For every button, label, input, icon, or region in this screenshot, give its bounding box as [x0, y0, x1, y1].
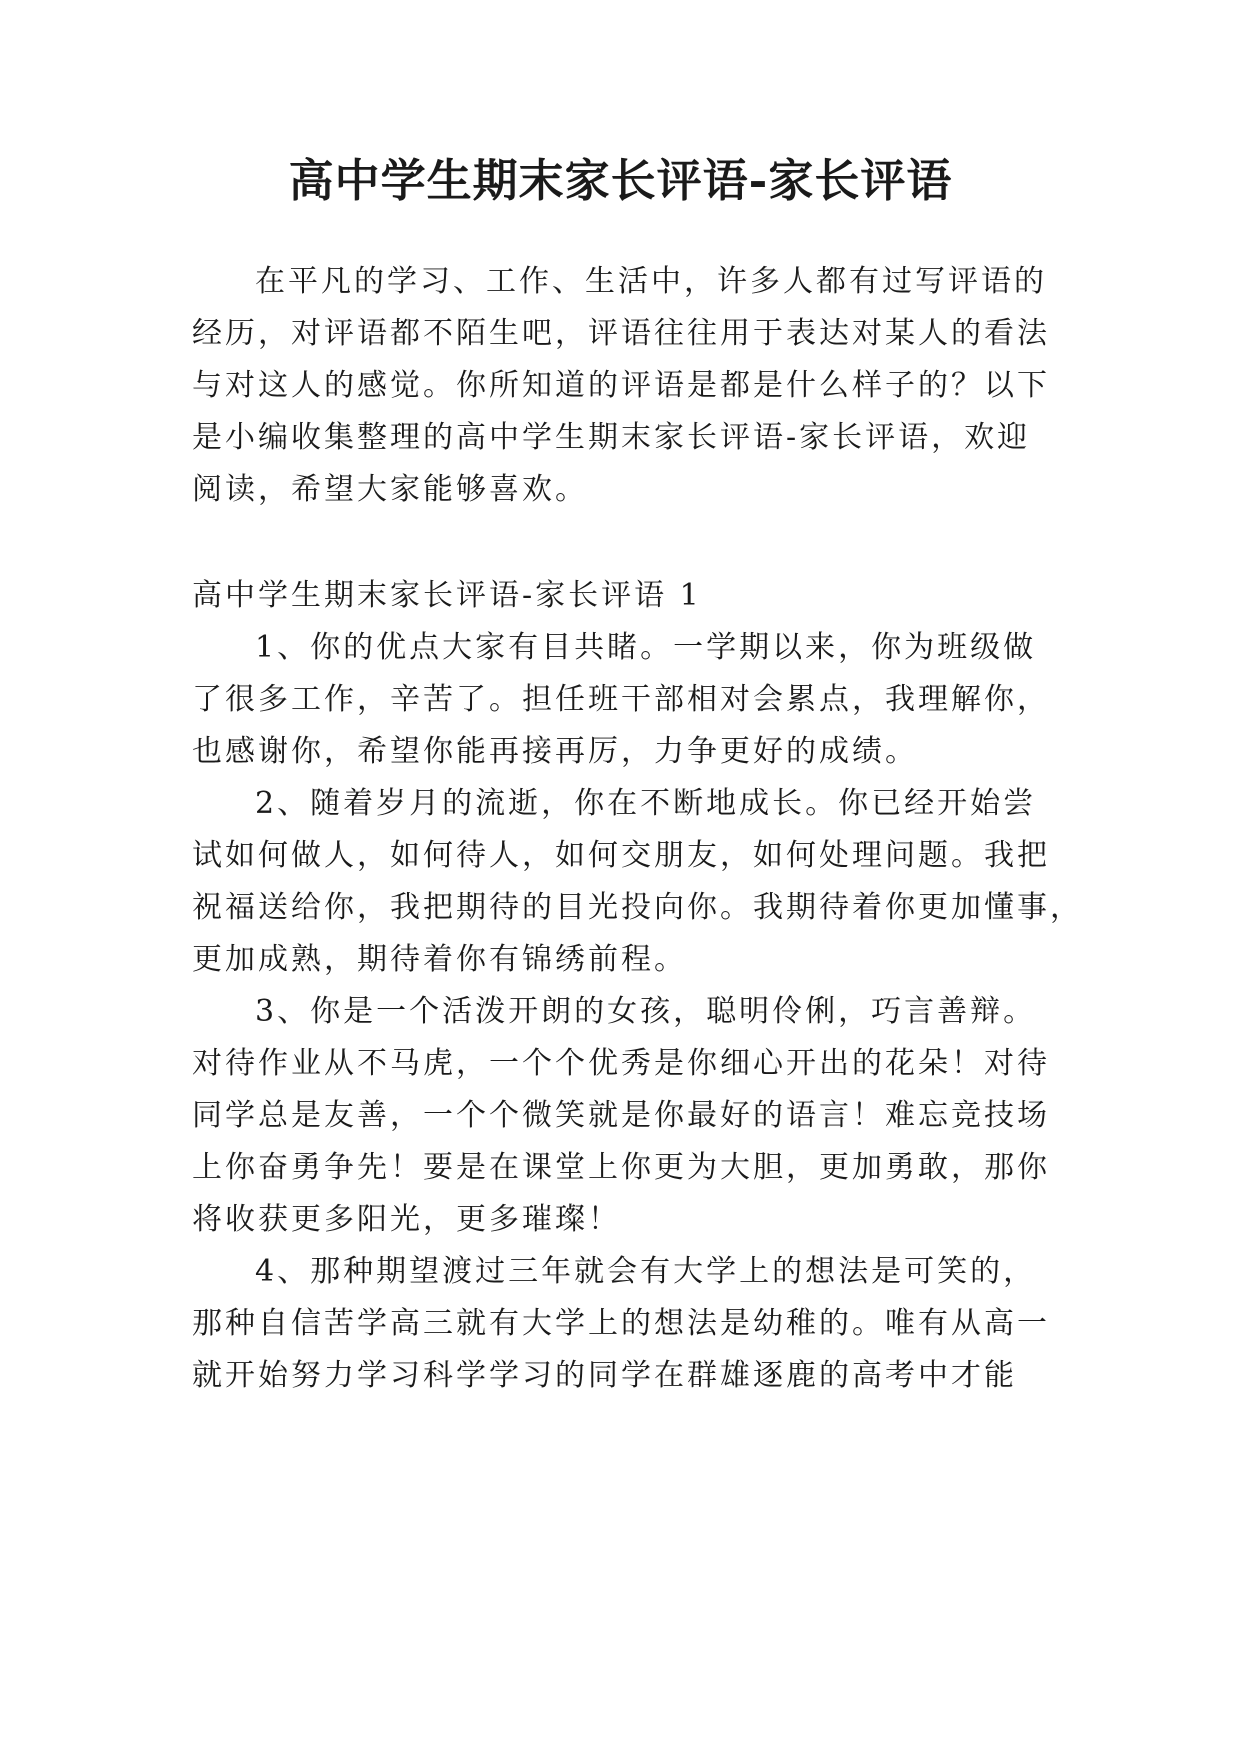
item-2-line: 2、随着岁月的流逝，你在不断地成长。你已经开始尝 [255, 786, 1037, 821]
item-2-line: 更加成熟，期待着你有锦绣前程。 [192, 942, 687, 977]
intro-line: 经历，对评语都不陌生吧，评语往往用于表达对某人的看法 [192, 316, 1050, 351]
document-title: 高中学生期末家长评语-家长评语 [288, 154, 953, 207]
intro-line: 阅读，希望大家能够喜欢。 [192, 472, 588, 507]
item-3-line: 3、你是一个活泼开朗的女孩，聪明伶俐，巧言善辩。 [255, 994, 1037, 1029]
item-1-line: 也感谢你，希望你能再接再厉，力争更好的成绩。 [192, 734, 918, 769]
item-2-line: 祝福送给你，我把期待的目光投向你。我期待着你更加懂事， [192, 890, 1083, 925]
item-3-line: 将收获更多阳光，更多璀璨！ [192, 1202, 621, 1237]
item-2-line: 试如何做人，如何待人，如何交朋友，如何处理问题。我把 [192, 838, 1050, 873]
item-3-line: 上你奋勇争先！要是在课堂上你更为大胆，更加勇敢，那你 [192, 1150, 1050, 1185]
item-4-line: 就开始努力学习科学学习的同学在群雄逐鹿的高考中才能 [192, 1358, 1017, 1393]
item-4-line: 4、那种期望渡过三年就会有大学上的想法是可笑的， [255, 1254, 1037, 1289]
intro-line: 与对这人的感觉。你所知道的评语是都是什么样子的？以下 [192, 368, 1050, 403]
item-3-line: 同学总是友善，一个个微笑就是你最好的语言！难忘竞技场 [192, 1098, 1050, 1133]
intro-line: 在平凡的学习、工作、生活中，许多人都有过写评语的 [255, 264, 1047, 299]
item-4-line: 那种自信苦学高三就有大学上的想法是幼稚的。唯有从高一 [192, 1306, 1050, 1341]
intro-line: 是小编收集整理的高中学生期末家长评语-家长评语，欢迎 [192, 420, 1031, 455]
item-1-line: 了很多工作，辛苦了。担任班干部相对会累点，我理解你， [192, 682, 1050, 717]
section-heading: 高中学生期末家长评语-家长评语 1 [192, 578, 702, 613]
item-1-line: 1、你的优点大家有目共睹。一学期以来，你为班级做 [255, 630, 1037, 665]
item-3-line: 对待作业从不马虎，一个个优秀是你细心开出的花朵！对待 [192, 1046, 1050, 1081]
